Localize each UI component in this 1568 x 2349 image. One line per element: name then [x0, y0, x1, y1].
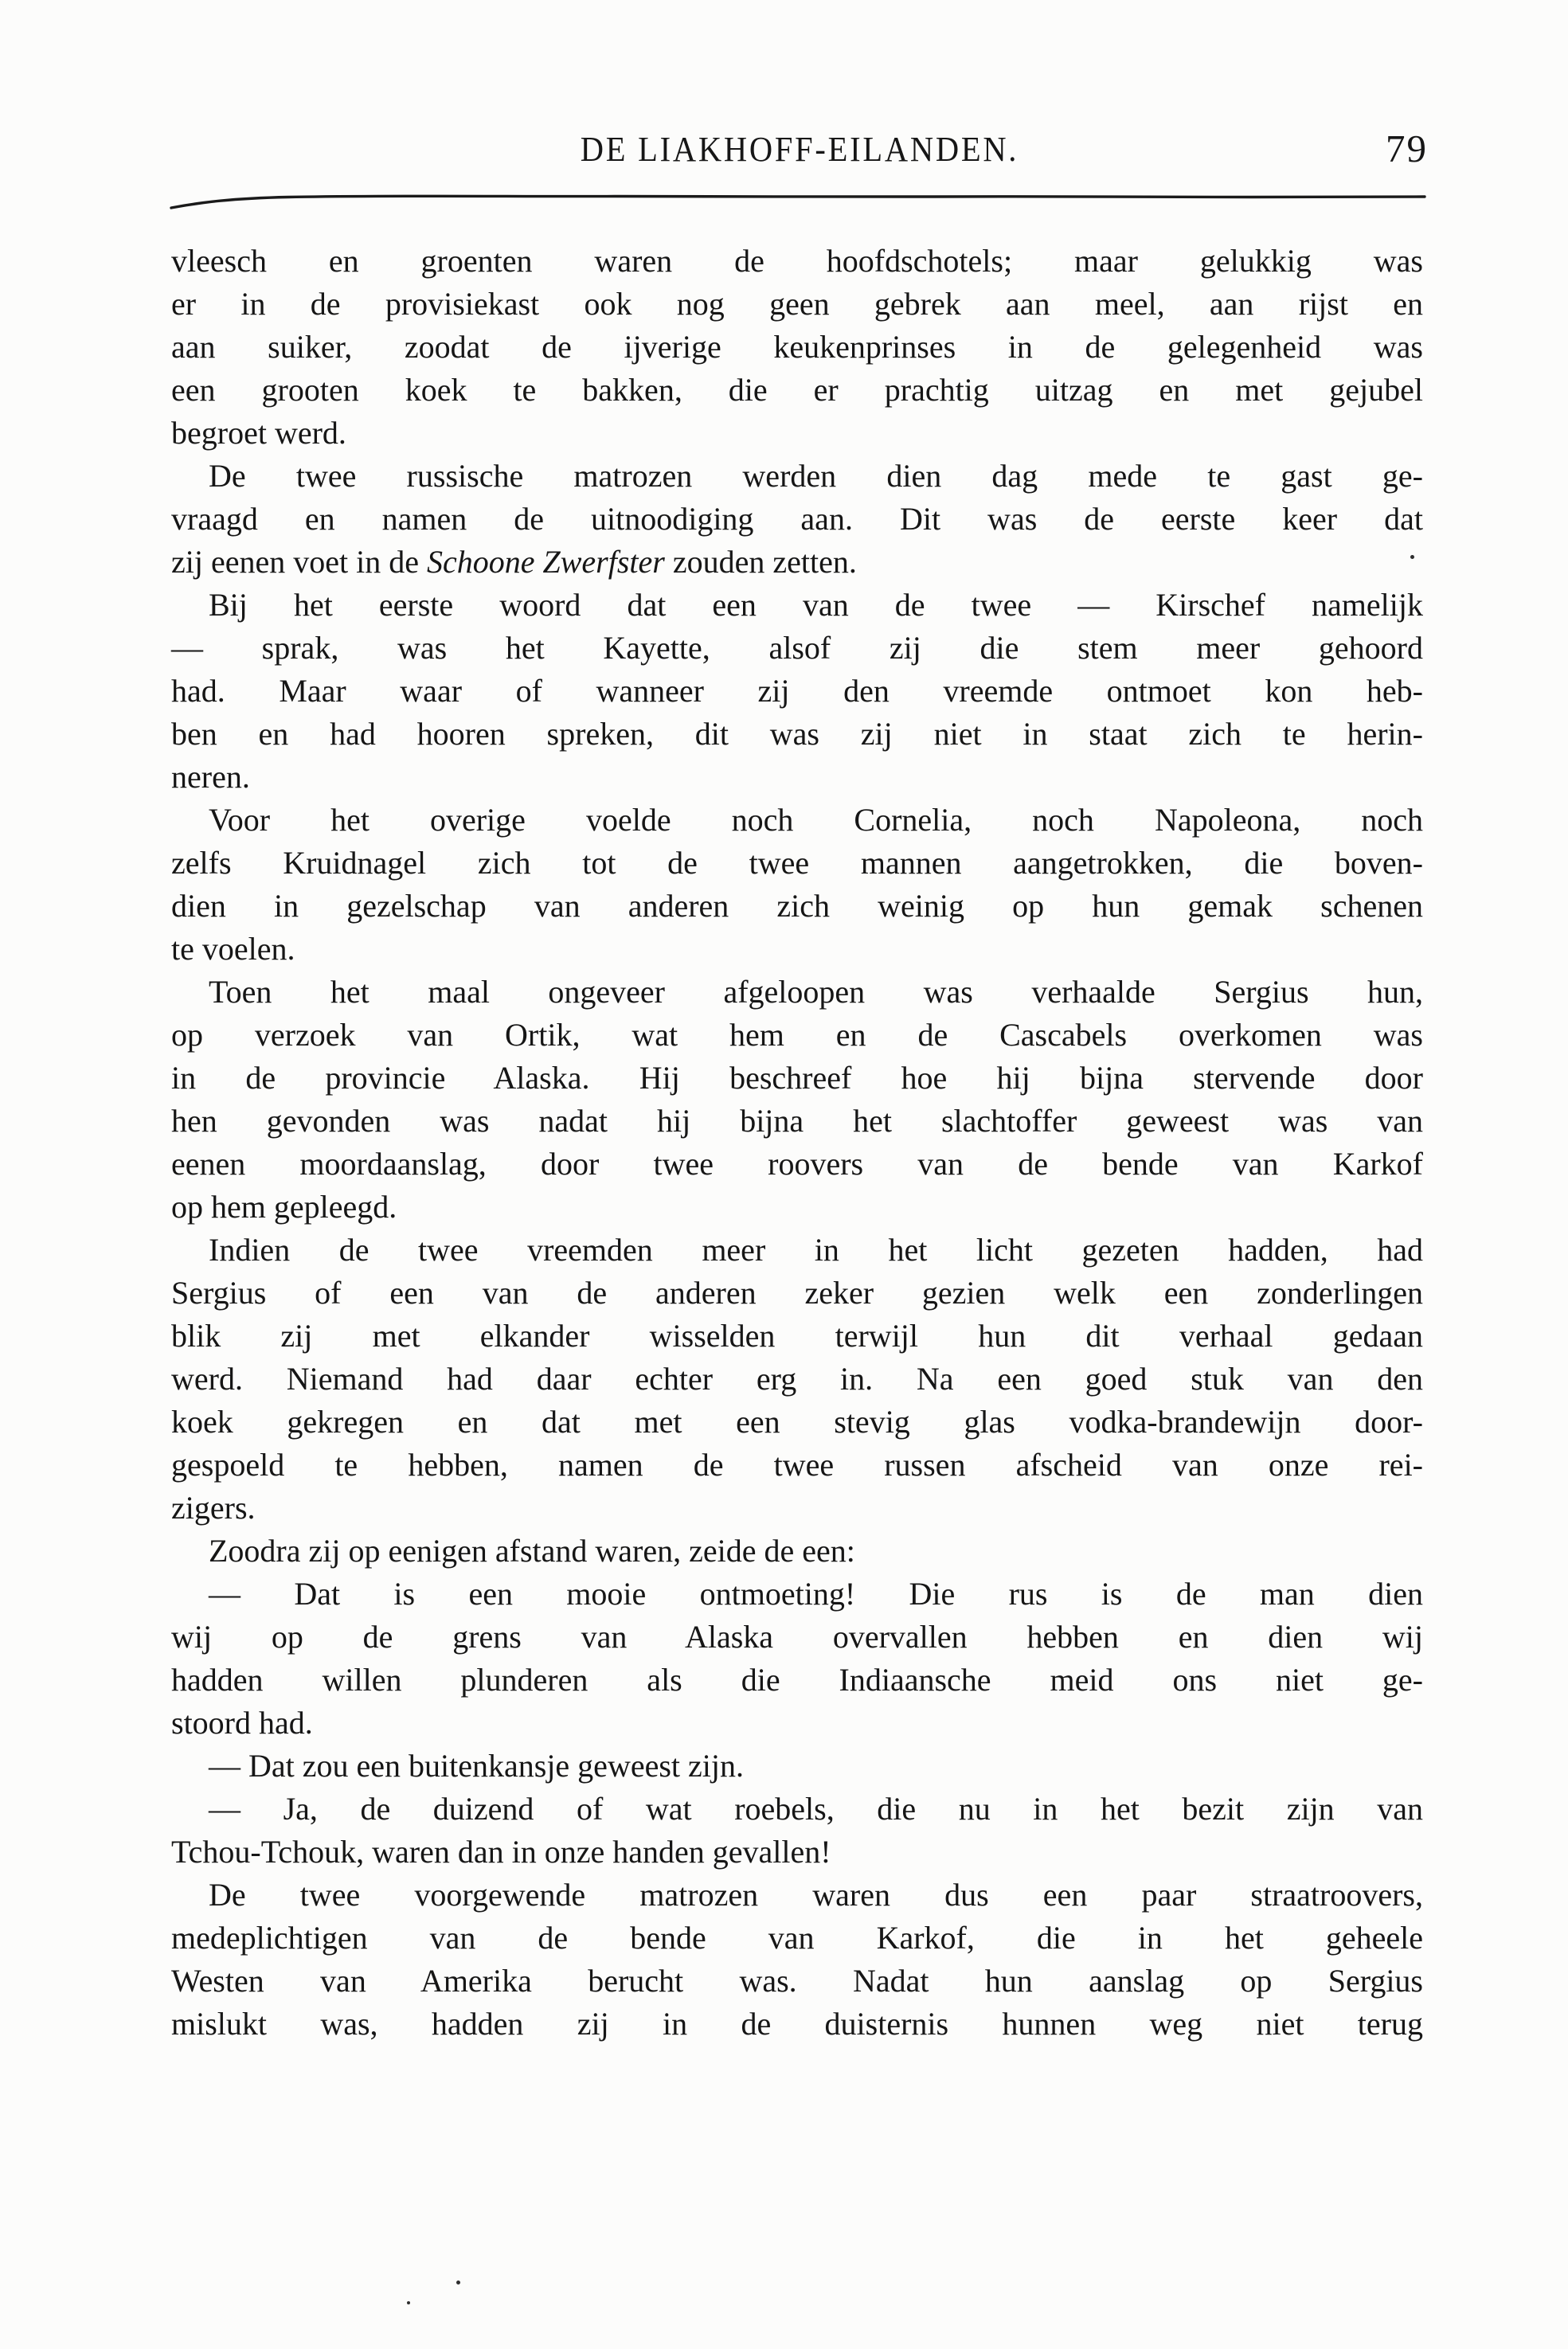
paragraph	[171, 584, 1423, 799]
text-line	[171, 885, 1423, 928]
text-line	[171, 1014, 1423, 1057]
text-run: De twee russische matrozen werden dien dag mede te gast ge-	[209, 458, 1423, 494]
text-line	[171, 627, 1423, 670]
text-run: Sergius of een van de anderen zeker gezien welk een zonderlingen	[171, 1275, 1423, 1311]
paragraph	[171, 240, 1423, 455]
text-line	[171, 1702, 1423, 1745]
text-line	[171, 326, 1423, 369]
text-line	[171, 1186, 1423, 1229]
text-line	[171, 756, 1423, 799]
text-run: dien in gezelschap van anderen zich weinig op hun gemak schenen	[171, 888, 1423, 924]
text-line	[171, 1057, 1423, 1100]
text-run: een grooten koek te bakken, die er prachtig uitzag en met gejubel	[171, 372, 1423, 408]
text-line	[171, 670, 1423, 713]
text-run: stoord had.	[171, 1705, 313, 1741]
text-run: hadden willen plunderen als die Indiaansche meid ons niet ge-	[171, 1662, 1423, 1698]
text-run: Indien de twee vreemden meer in het licht gezeten hadden, had	[209, 1232, 1423, 1268]
text-line	[171, 584, 1423, 627]
text-run: blik zij met elkander wisselden terwijl hun dit verhaal gedaan	[171, 1318, 1423, 1354]
text-run: Zoodra zij op eenigen afstand waren, zeide de een:	[209, 1533, 855, 1569]
text-run: eenen moordaanslag, door twee roovers van de bende van Karkof	[171, 1146, 1423, 1182]
paragraph	[171, 1530, 1423, 1573]
text-run: neren.	[171, 759, 250, 795]
text-line	[171, 1917, 1423, 1960]
text-line	[171, 1573, 1423, 1616]
scan-speck	[1410, 555, 1414, 559]
text-run: gespoeld te hebben, namen de twee russen afscheid van onze rei-	[171, 1447, 1423, 1483]
text-run: zij eenen voet in de	[171, 544, 427, 580]
text-line	[171, 412, 1423, 455]
paragraph	[171, 1745, 1423, 1788]
text-run: ben en had hooren spreken, dit was zij niet in staat zich te herin-	[171, 716, 1423, 752]
text-line	[171, 1616, 1423, 1659]
paragraph	[171, 1573, 1423, 1745]
text-run: te voelen.	[171, 931, 295, 967]
text-run: begroet werd.	[171, 415, 346, 451]
text-line	[171, 1874, 1423, 1917]
text-run: Toen het maal ongeveer afgeloopen was verhaalde Sergius hun,	[209, 974, 1423, 1010]
text-line	[171, 1315, 1423, 1358]
text-run: De twee voorgewende matrozen waren dus een paar straatroovers,	[209, 1877, 1423, 1913]
text-run: aan suiker, zoodat de ijverige keukenprinses in de gelegenheid was	[171, 329, 1423, 365]
text-line	[171, 928, 1423, 971]
paragraph	[171, 1229, 1423, 1530]
ship-name-italic: Schoone Zwerfster	[426, 544, 665, 580]
scan-speck	[456, 2281, 460, 2285]
text-line	[171, 1100, 1423, 1143]
text-run: Voor het overige voelde noch Cornelia, noch Napoleona, noch	[209, 802, 1423, 838]
text-run: hen gevonden was nadat hij bijna het slachtoffer geweest was van	[171, 1103, 1423, 1139]
text-line	[171, 369, 1423, 412]
text-block	[171, 240, 1423, 2046]
running-title: DE LIAKHOFF-EILANDEN.	[580, 130, 1019, 169]
text-line	[171, 842, 1423, 885]
text-line	[171, 1530, 1423, 1573]
text-run: wij op de grens van Alaska overvallen hebben en dien wij	[171, 1619, 1423, 1655]
text-run: zigers.	[171, 1490, 256, 1526]
text-line	[171, 1229, 1423, 1272]
text-run: Bij het eerste woord dat een van de twee — Kirschef namelijk	[209, 587, 1423, 623]
text-line	[171, 1831, 1423, 1874]
text-line	[171, 1143, 1423, 1186]
page-header	[171, 129, 1428, 185]
text-line	[171, 1960, 1423, 2003]
text-run: — Dat is een mooie ontmoeting! Die rus is de man dien	[209, 1576, 1423, 1612]
text-line	[171, 498, 1423, 541]
text-line	[171, 1487, 1423, 1530]
paragraph	[171, 1788, 1423, 1874]
paragraph	[171, 971, 1423, 1229]
text-run: er in de provisiekast ook nog geen gebrek aan meel, aan rijst en	[171, 286, 1423, 322]
text-line	[171, 1745, 1423, 1788]
text-run: vleesch en groenten waren de hoofdschotels; maar gelukkig was	[171, 243, 1423, 279]
scan-speck	[407, 2301, 410, 2304]
text-run: vraagd en namen de uitnoodiging aan. Dit was de eerste keer dat	[171, 501, 1423, 537]
text-run: medeplichtigen van de bende van Karkof, die in het geheele	[171, 1920, 1423, 1956]
text-line	[171, 240, 1423, 283]
text-run: zouden zetten.	[664, 544, 857, 580]
text-run: op verzoek van Ortik, wat hem en de Cascabels overkomen was	[171, 1017, 1423, 1053]
paragraph	[171, 799, 1423, 971]
text-line	[171, 1659, 1423, 1702]
text-line	[171, 713, 1423, 756]
text-run: in de provincie Alaska. Hij beschreef hoe hij bijna stervende door	[171, 1060, 1423, 1096]
text-line	[171, 1401, 1423, 1444]
text-line	[171, 1358, 1423, 1401]
text-run: koek gekregen en dat met een stevig glas vodka-brandewijn door-	[171, 1404, 1423, 1440]
text-line	[171, 541, 1423, 584]
text-line	[171, 799, 1423, 842]
header-rule	[169, 191, 1427, 212]
text-run: mislukt was, hadden zij in de duisternis hunnen weg niet terug	[171, 2006, 1423, 2042]
text-run: zelfs Kruidnagel zich tot de twee mannen aangetrokken, die boven-	[171, 845, 1423, 881]
text-run: werd. Niemand had daar echter erg in. Na een goed stuk van den	[171, 1361, 1423, 1397]
text-line	[171, 2003, 1423, 2046]
text-line	[171, 455, 1423, 498]
text-run: — sprak, was het Kayette, alsof zij die stem meer gehoord	[171, 630, 1423, 666]
text-run: op hem gepleegd.	[171, 1189, 397, 1225]
text-line	[171, 1444, 1423, 1487]
text-line	[171, 971, 1423, 1014]
text-line	[171, 1788, 1423, 1831]
text-run: had. Maar waar of wanneer zij den vreemde ontmoet kon heb-	[171, 673, 1423, 709]
page-number: 79	[1386, 127, 1428, 170]
paragraph	[171, 1874, 1423, 2046]
text-run: — Dat zou een buitenkansje geweest zijn.	[209, 1748, 744, 1784]
text-run: Tchou-Tchouk, waren dan in onze handen gevallen!	[171, 1834, 831, 1870]
text-line	[171, 1272, 1423, 1315]
text-line	[171, 283, 1423, 326]
paragraph	[171, 455, 1423, 584]
text-run: Westen van Amerika berucht was. Nadat hun aanslag op Sergius	[171, 1963, 1423, 1999]
text-run: — Ja, de duizend of wat roebels, die nu in het bezit zijn van	[209, 1791, 1423, 1827]
